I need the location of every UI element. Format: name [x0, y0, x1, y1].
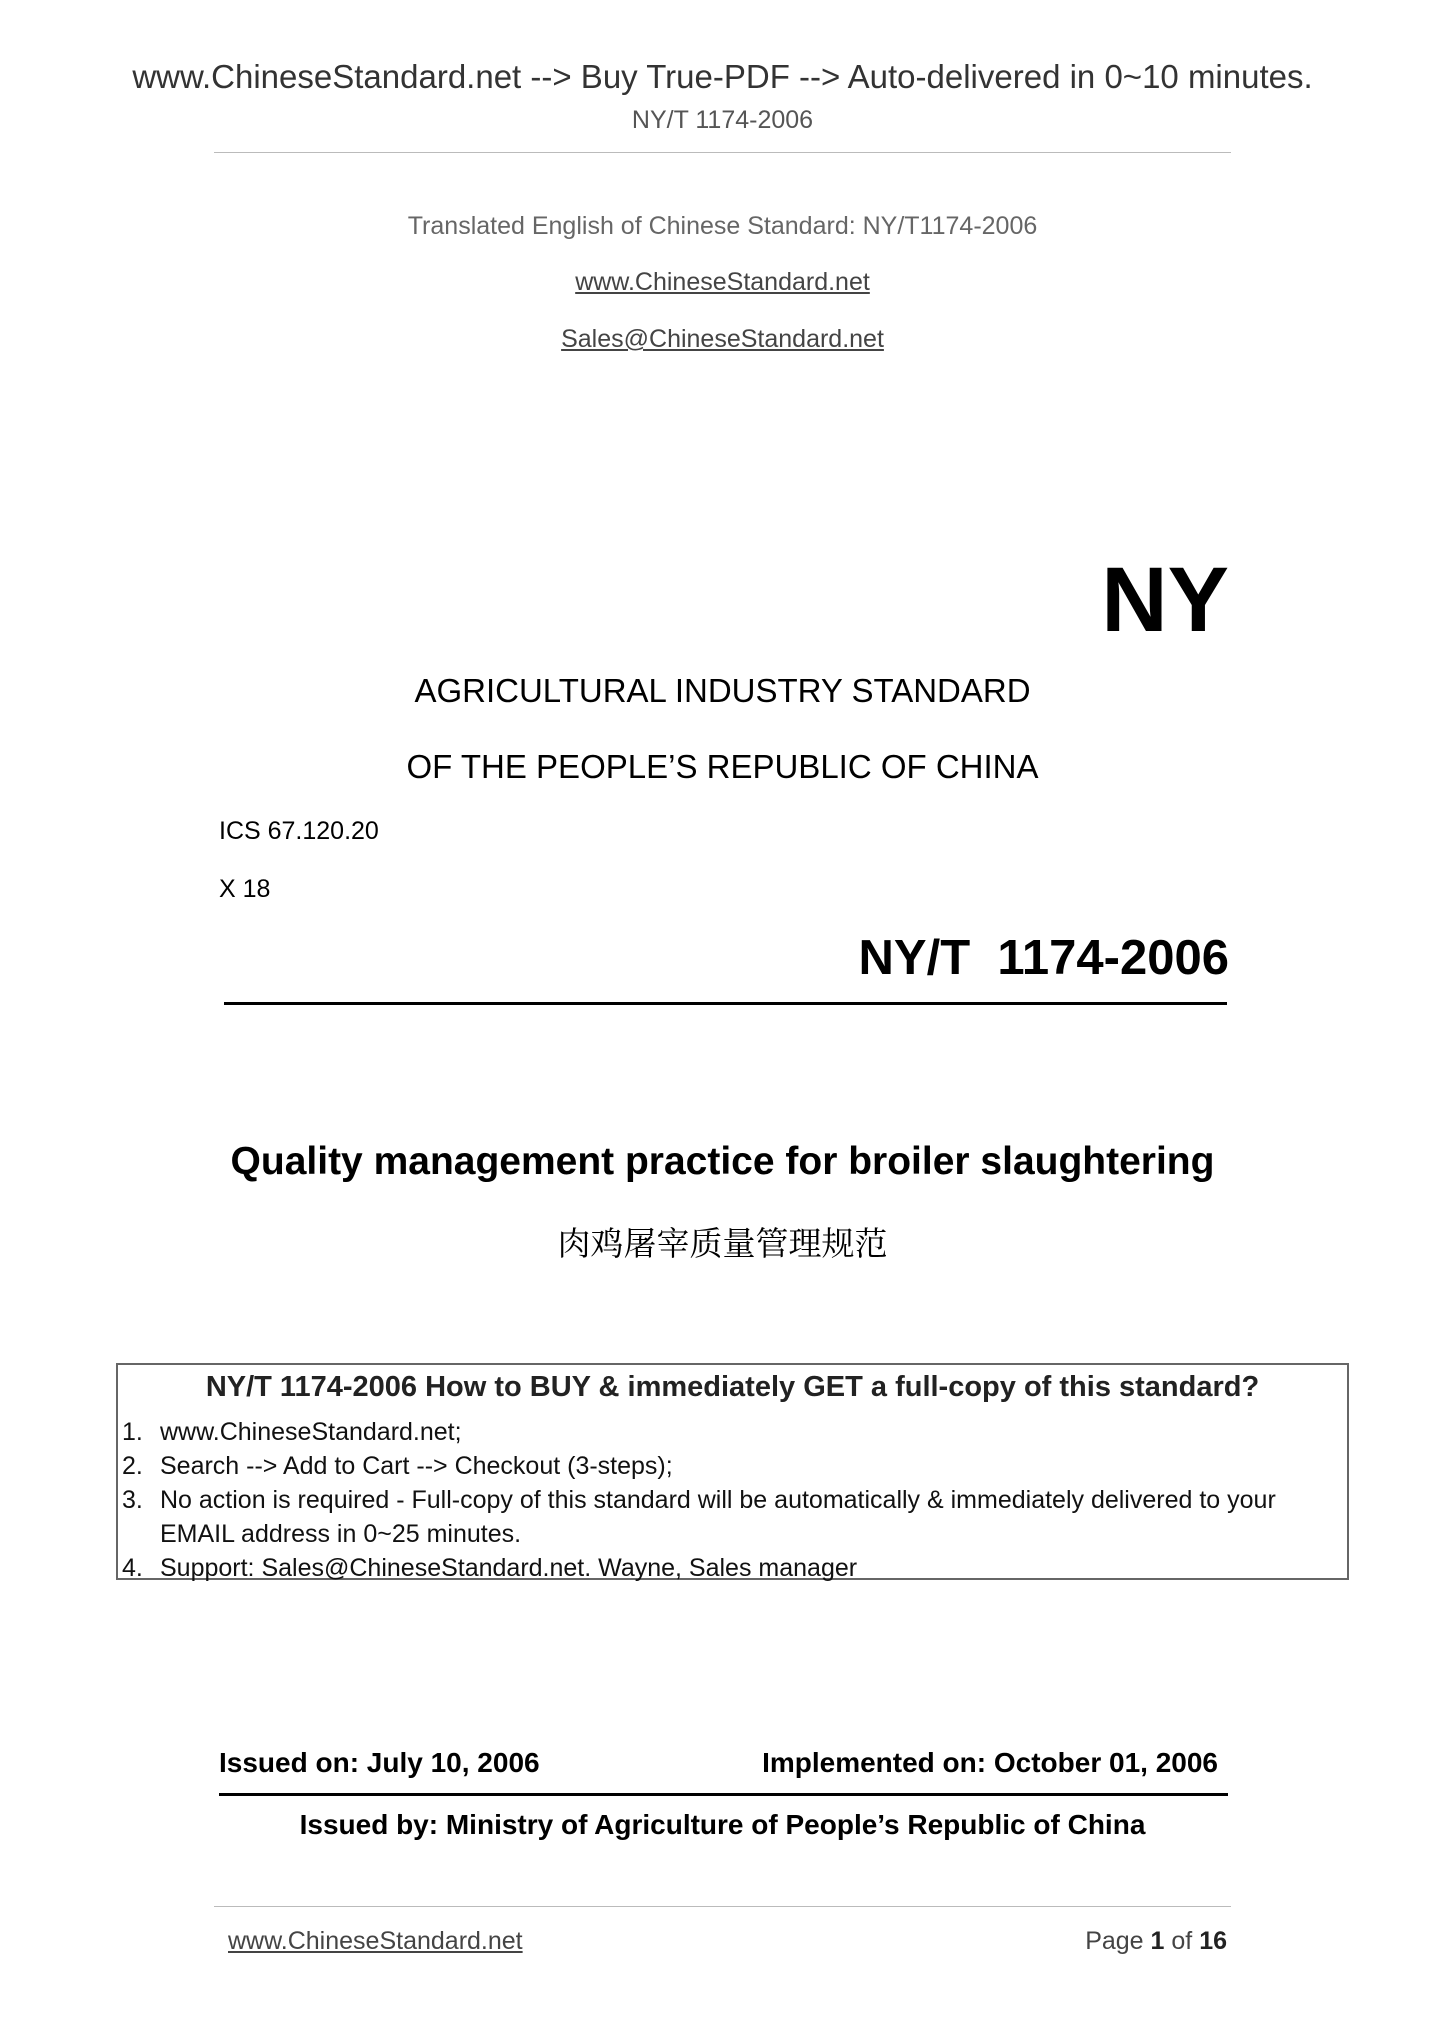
site-link[interactable]: www.ChineseStandard.net [575, 268, 870, 296]
email-link[interactable]: Sales@ChineseStandard.net [561, 325, 884, 353]
page-current: 1 [1150, 1927, 1165, 1955]
classification-code: X 18 [219, 875, 271, 903]
step-text: Support: Sales@ChineseStandard.net. Wayne, Sales manager [160, 1554, 858, 1582]
purchase-steps-list [122, 1415, 1347, 1585]
issued-on-date: Issued on: July 10, 2006 [219, 1747, 540, 1778]
step-text: www.ChineseStandard.net; [160, 1418, 462, 1446]
title-chinese: 肉鸡屠宰质量管理规范 [557, 1224, 888, 1263]
top-banner: www.ChineseStandard.net --> Buy True-PDF --> Auto-delivered in 0~10 minutes. [132, 58, 1313, 95]
header-standard-code: NY/T 1174-2006 [631, 106, 814, 134]
standard-number: NY/T 1174-2006 [858, 931, 1229, 985]
footer-site-link[interactable]: www.ChineseStandard.net [228, 1927, 523, 1955]
purchase-info-box [116, 1363, 1349, 1580]
standard-mark: NY [1101, 549, 1229, 651]
step-text: Search --> Add to Cart --> Checkout (3-steps); [160, 1452, 673, 1480]
header-divider [214, 152, 1231, 153]
step-number: 2. [122, 1452, 143, 1480]
standard-number-rule [224, 1002, 1227, 1005]
translated-notice: Translated English of Chinese Standard: NY/T1174-2006 [407, 212, 1038, 240]
title-english: Quality management practice for broiler slaughtering [230, 1140, 1215, 1183]
category-line-1: AGRICULTURAL INDUSTRY STANDARD [414, 672, 1031, 709]
issue-divider [219, 1793, 1228, 1796]
issuing-authority: Issued by: Ministry of Agriculture of People’s Republic of China [299, 1809, 1146, 1840]
page-of: of [1164, 1927, 1200, 1955]
purchase-step [122, 1415, 1347, 1449]
implemented-on-date: Implemented on: October 01, 2006 [762, 1747, 1218, 1778]
page-indicator [1085, 1927, 1227, 1956]
step-number: 1. [122, 1418, 143, 1446]
purchase-step [122, 1551, 1347, 1585]
page-prefix: Page [1085, 1927, 1151, 1955]
site-link-row [0, 268, 1445, 297]
footer-divider [214, 1906, 1231, 1907]
step-text: No action is required - Full-copy of this standard will be automatically & immediately delivered to your EMAIL address in 0~25 minutes. [160, 1486, 1276, 1548]
purchase-step [122, 1483, 1347, 1551]
purchase-info-title: NY/T 1174-2006 How to BUY & immediately GET a full-copy of this standard? [205, 1371, 1260, 1403]
step-number: 3. [122, 1486, 143, 1514]
page-total: 16 [1199, 1927, 1227, 1955]
ics-code: ICS 67.120.20 [219, 817, 379, 845]
category-line-2: OF THE PEOPLE’S REPUBLIC OF CHINA [406, 748, 1039, 785]
step-number: 4. [122, 1554, 143, 1582]
purchase-step [122, 1449, 1347, 1483]
email-link-row [0, 325, 1445, 354]
